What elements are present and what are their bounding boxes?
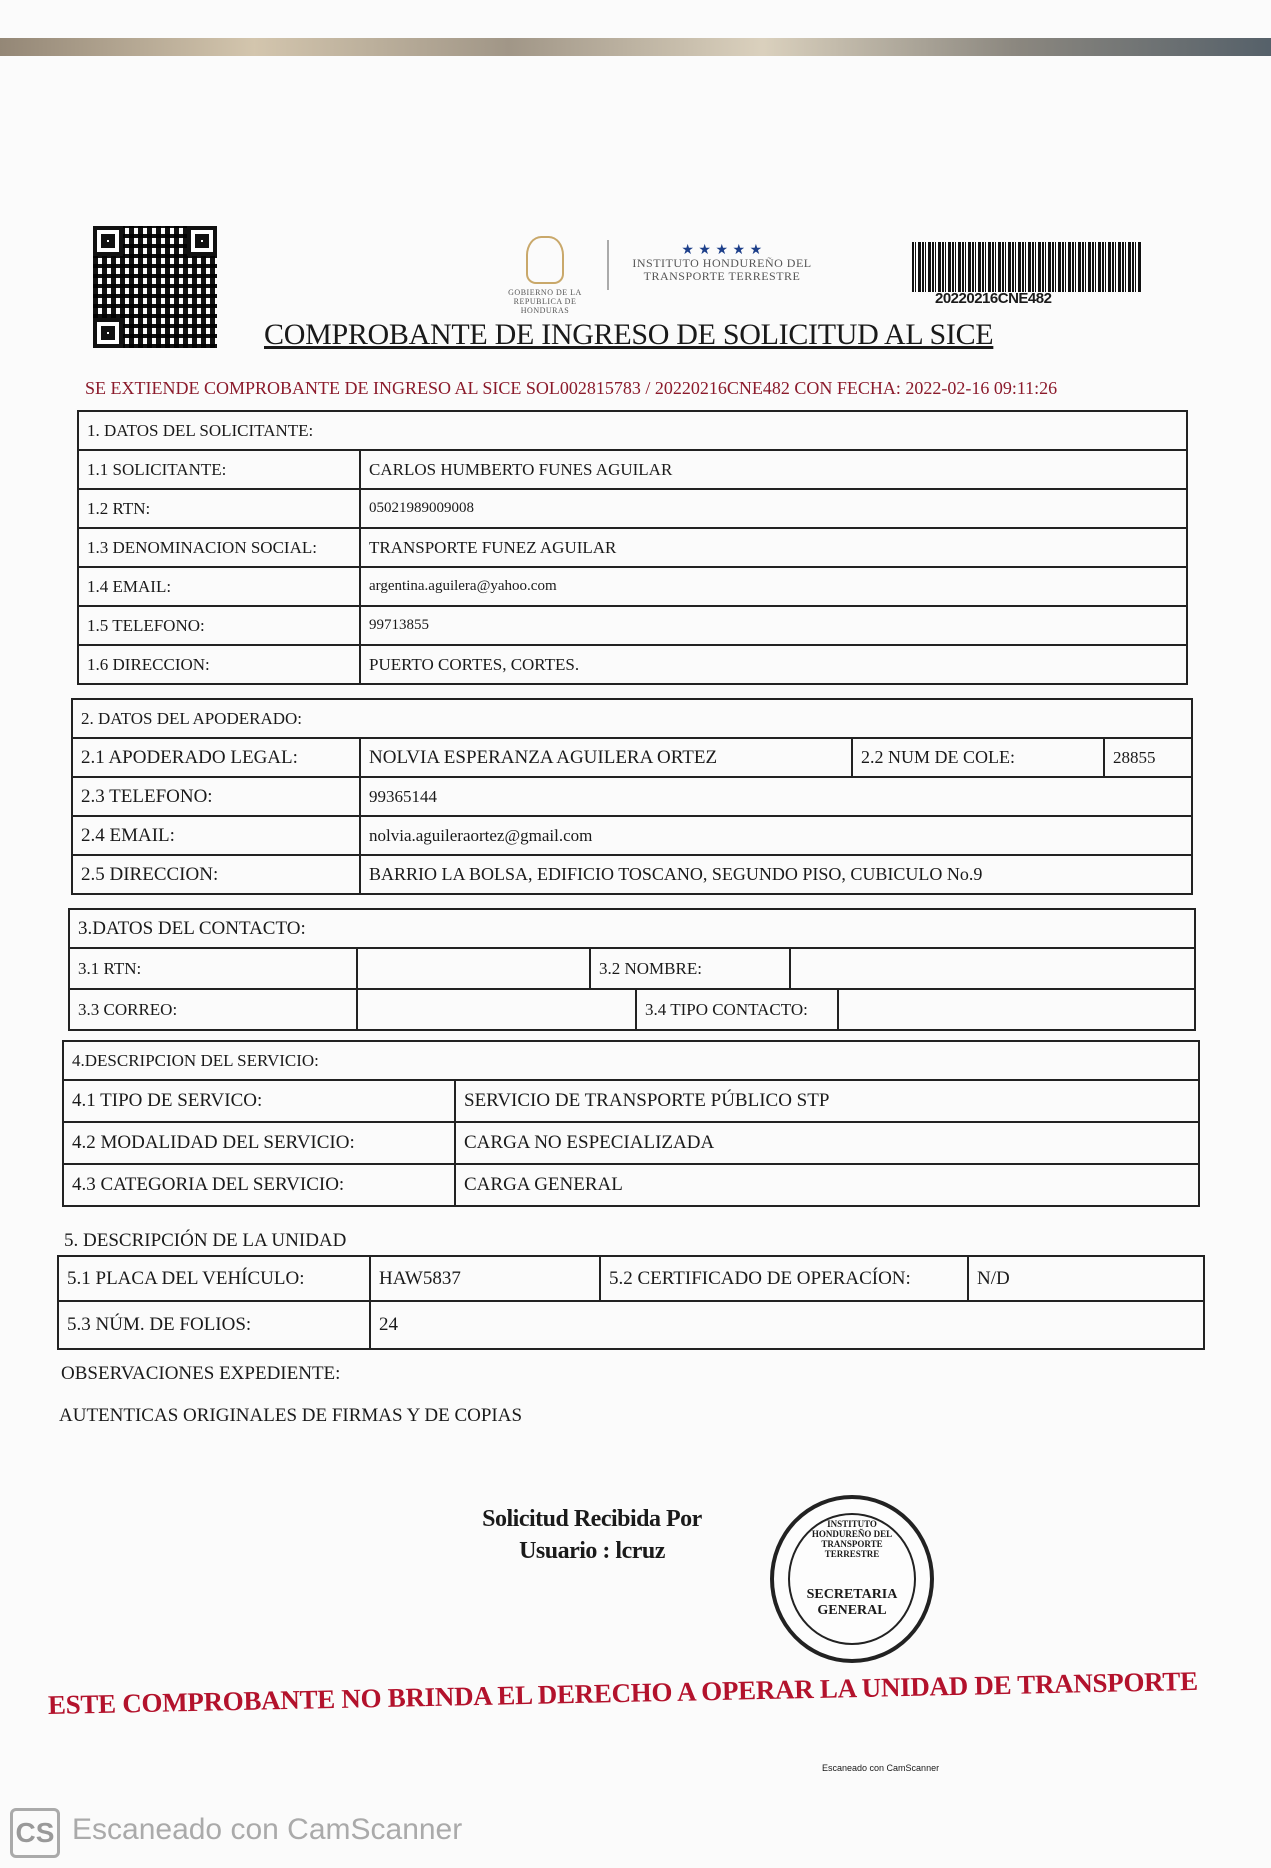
qr-code <box>93 226 217 348</box>
field-label: 1.5 TELEFONO: <box>87 615 205 635</box>
stamp-text: INSTITUTO HONDUREÑO DEL TRANSPORTE TERRESTRE <box>811 1519 893 1559</box>
table-row <box>64 1079 1198 1121</box>
field-label: 1.2 RTN: <box>87 498 151 518</box>
field-value: PUERTO CORTES, CORTES. <box>359 646 1186 683</box>
field-value: SERVICIO DE TRANSPORTE PÚBLICO STP <box>454 1081 1198 1121</box>
field-value: 28855 <box>1103 739 1191 776</box>
table-row <box>59 1300 1203 1348</box>
field-label: 2.4 EMAIL: <box>81 824 175 846</box>
field-label: 2.3 TELEFONO: <box>81 785 213 807</box>
field-label: 5.1 PLACA DEL VEHÍCULO: <box>67 1267 305 1289</box>
submission-notice: SE EXTIENDE COMPROBANTE DE INGRESO AL SICE SOL002815783 / 20220216CNE482 CON FECHA: 2022-02-16 09:11:26 <box>85 378 1058 398</box>
field-value: CARLOS HUMBERTO FUNES AGUILAR <box>359 451 1186 488</box>
field-value: 24 <box>369 1302 1203 1348</box>
field-label: 1.1 SOLICITANTE: <box>87 459 227 479</box>
section-servicio <box>62 1040 1200 1207</box>
received-user: Usuario : lcruz <box>519 1538 665 1564</box>
field-label: 1.6 DIRECCION: <box>87 654 210 674</box>
stamp-text: SECRETARIA GENERAL <box>806 1587 898 1618</box>
table-row <box>79 605 1186 644</box>
field-label: 2.5 DIRECCION: <box>81 863 219 885</box>
observaciones-label: OBSERVACIONES EXPEDIENTE: <box>61 1363 341 1384</box>
barcode-number: 20220216CNE482 <box>935 290 1052 307</box>
table-row <box>73 737 1191 776</box>
field-label: 4.1 TIPO DE SERVICO: <box>72 1090 263 1111</box>
received-by: Solicitud Recibida Por <box>482 1506 702 1532</box>
institute-logo: ★ ★ ★ ★ ★ INSTITUTO HONDUREÑO DEL TRANSPORTE TERRESTRE <box>632 243 812 283</box>
page-title: COMPROBANTE DE INGRESO DE SOLICITUD AL SICE <box>264 318 994 351</box>
observaciones-value: AUTENTICAS ORIGINALES DE FIRMAS Y DE COPIAS <box>59 1405 523 1426</box>
government-logo: GOBIERNO DE LA REPUBLICA DE HONDURAS <box>490 236 600 315</box>
field-value: CARGA NO ESPECIALIZADA <box>454 1123 1198 1163</box>
field-label: 5.3 NÚM. DE FOLIOS: <box>67 1314 252 1335</box>
logo-divider <box>607 240 609 290</box>
field-value: CARGA GENERAL <box>454 1165 1198 1205</box>
scanner-note: Escaneado con CamScanner <box>822 1763 940 1773</box>
official-stamp <box>770 1495 934 1663</box>
field-value <box>837 990 1194 1029</box>
scan-edge <box>0 38 1271 56</box>
field-label: 3.2 NOMBRE: <box>589 949 789 988</box>
field-value: TRANSPORTE FUNEZ AGUILAR <box>359 529 1186 566</box>
field-label: 5.2 CERTIFICADO DE OPERACÍON: <box>599 1257 967 1300</box>
field-value: 99713855 <box>359 607 1186 644</box>
qr-finder <box>187 226 217 256</box>
field-value: 99365144 <box>359 778 1191 815</box>
qr-finder <box>93 318 123 348</box>
table-row <box>59 1257 1203 1300</box>
field-value <box>356 949 589 988</box>
field-value: N/D <box>967 1257 1203 1300</box>
table-row <box>73 854 1191 893</box>
table-row <box>79 449 1186 488</box>
qr-finder <box>93 226 123 256</box>
field-label: 3.3 CORREO: <box>78 999 178 1019</box>
section-title: 5. DESCRIPCIÓN DE LA UNIDAD <box>64 1230 347 1251</box>
section-unidad <box>57 1255 1205 1350</box>
section-title: 2. DATOS DEL APODERADO: <box>81 708 303 728</box>
field-label: 2.1 APODERADO LEGAL: <box>81 746 298 768</box>
table-row <box>64 1163 1198 1205</box>
field-label: 3.4 TIPO CONTACTO: <box>635 990 837 1029</box>
field-value <box>789 949 1194 988</box>
table-row <box>79 488 1186 527</box>
section-solicitante <box>77 410 1188 685</box>
section-title: 1. DATOS DEL SOLICITANTE: <box>87 420 314 440</box>
field-value: NOLVIA ESPERANZA AGUILERA ORTEZ <box>359 739 851 776</box>
table-row <box>79 527 1186 566</box>
table-row <box>70 988 1194 1029</box>
field-label: 3.1 RTN: <box>78 958 142 978</box>
field-value: nolvia.aguileraortez@gmail.com <box>359 817 1191 854</box>
section-title: 3.DATOS DEL CONTACTO: <box>78 917 306 939</box>
table-row <box>73 815 1191 854</box>
field-value: argentina.aguilera@yahoo.com <box>359 568 1186 605</box>
field-label: 1.4 EMAIL: <box>87 576 172 596</box>
coat-of-arms-icon <box>526 236 564 284</box>
field-value: HAW5837 <box>369 1257 599 1300</box>
table-row <box>79 644 1186 683</box>
field-label: 4.2 MODALIDAD DEL SERVICIO: <box>72 1132 355 1153</box>
section-title: 4.DESCRIPCION DEL SERVICIO: <box>72 1050 319 1070</box>
field-label: 4.3 CATEGORIA DEL SERVICIO: <box>72 1174 345 1195</box>
field-value: 05021989009008 <box>359 490 1186 527</box>
table-row <box>79 566 1186 605</box>
section-contacto <box>68 908 1196 1031</box>
warning-banner: ESTE COMPROBANTE NO BRINDA EL DERECHO A OPERAR LA UNIDAD DE TRANSPORTE <box>47 1665 1199 1720</box>
table-row <box>70 947 1194 988</box>
section-apoderado <box>71 698 1193 895</box>
field-label: 1.3 DENOMINACION SOCIAL: <box>87 537 317 557</box>
field-value: BARRIO LA BOLSA, EDIFICIO TOSCANO, SEGUNDO PISO, CUBICULO No.9 <box>359 856 1191 893</box>
table-row <box>64 1121 1198 1163</box>
field-value <box>356 990 635 1029</box>
table-row <box>73 776 1191 815</box>
barcode <box>912 242 1142 292</box>
field-label: 2.2 NUM DE COLE: <box>851 739 1103 776</box>
camscanner-watermark: Escaneado con CamScanner <box>72 1813 463 1846</box>
camscanner-logo: CS <box>10 1808 60 1858</box>
